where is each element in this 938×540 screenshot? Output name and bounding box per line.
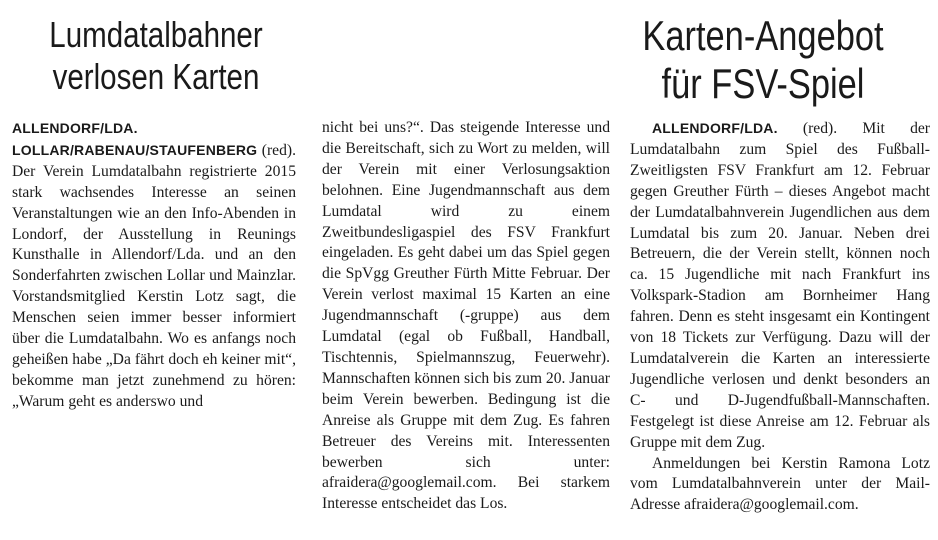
article1-paragraph-continued — [322, 118, 610, 515]
article1-column1 — [12, 118, 296, 413]
article2-dateline: ALLENDORF/LDA. — [652, 120, 778, 136]
article2-body-part1: (red). Mit der Lumdatalbahn zum Spiel des Fußball-Zweitligsten FSV Frankfurt am 12. Februar gegen Greuther Fürth – dieses Angebot macht der Lumdatalbahnverein Jugendlichen aus dem Lumdatal bis zum 20. Januar. Neben drei Betreuern, die der Verein stellt, können noch ca. 15 Jugendliche mit nach Frankfurt ins Volkspark-Stadion am Bornheimer Hang fahren. Denn es steht insgesamt ein Kontingent von 18 Tickets zur Verfügung. Dazu will der Lumdatalverein die Karten an interessierte Jugendliche verlosen und denkt besonders an C- und D-Jugendfußball-Mannschaften. Festgelegt ist diese Anreise am 12. Februar als Gruppe mit dem Zug. — [630, 120, 931, 451]
article1-body-part2: nicht bei uns?“. Das steigende Interesse und die Bereitschaft, sich zu Wort zu melden, will der Verein mit einer Verlosungsaktion belohnen. Eine Jugendmannschaft aus dem Lumdatal wird zu einem Zweitbundesligaspiel des FSV Frankfurt eingeladen. Es geht dabei um das Spiel gegen die SpVgg Greuther Fürth Mitte Februar. Der Verein verlost maximal 15 Karten an eine Jugendmannschaft (-gruppe) aus dem Lumdatal (egal ob Fußball, Handball, Tischtennis, Spielmannszug, Feuerwehr). Mannschaften können sich bis zum 20. Januar beim Verein bewerben. Bedingung ist die Anreise als Gruppe mit dem Zug. Es fahren Betreuer des Vereins mit. Interessenten bewerben sich unter: afraidera@googlemail.com. Bei starkem Interesse entscheidet das Los. — [322, 119, 610, 513]
article2-paragraph1 — [630, 118, 930, 454]
article2-paragraph2: Anmeldungen bei Kerstin Ramona Lotz vom Lumdatalbahnverein unter der Mail-Adresse afraidera@googlemail.com. — [630, 454, 930, 514]
article1-headline-line2: verlosen Karten — [52, 56, 260, 98]
article1-headline-line1: Lumdatalbahner — [49, 14, 263, 55]
article2-headline — [620, 12, 907, 109]
article2-headline-line2: für FSV-Spiel — [661, 60, 865, 108]
article1-body-part1: (red). Der Verein Lumdatalbahn registrierte 2015 stark wachsendes Interesse an seinen Veranstaltungen wie an den Info-Abenden in Londorf, der Ausstellung in Reunings Kunsthalle in Allendorf/Lda. und an den Sonderfahrten zwischen Lollar und Mainzlar. Vorstandsmitglied Kerstin Lotz sagt, die Menschen seien immer besser informiert über die Lumdatalbahn. Wo es anfangs noch geheißen habe „Da fährt doch eh keiner mit“, bekomme man jetzt zunehmend zu hören: „Warum geht es anderswo und — [12, 141, 296, 410]
article1-headline — [28, 14, 284, 99]
article1-dateline: ALLENDORF/LDA. LOLLAR/RABENAU/STAUFENBERG — [12, 120, 258, 158]
article2-headline-line1: Karten-Angebot — [642, 12, 884, 59]
article1-column2 — [322, 118, 610, 515]
article2-column — [630, 118, 930, 516]
article1-paragraph — [12, 118, 296, 413]
